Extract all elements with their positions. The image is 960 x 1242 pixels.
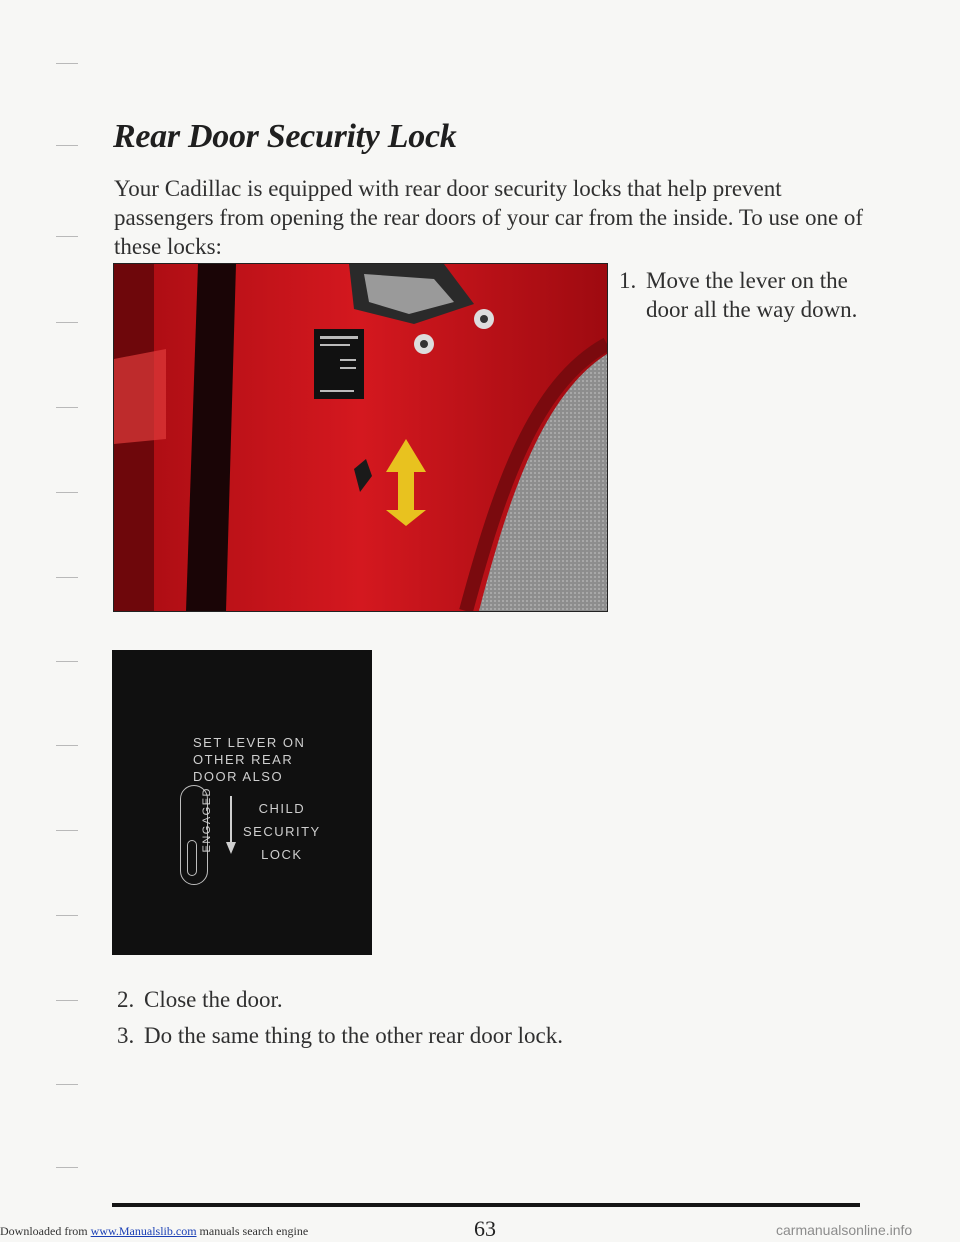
step-number: 2. xyxy=(117,987,135,1012)
margin-tick xyxy=(56,830,78,831)
label-instruction: SET LEVER ON OTHER REAR DOOR ALSO xyxy=(193,735,306,784)
lever-slot-inner xyxy=(187,840,197,876)
margin-tick xyxy=(56,1167,78,1168)
step-3 xyxy=(117,1021,817,1050)
margin-tick xyxy=(56,577,78,578)
intro-paragraph: Your Cadillac is equipped with rear door security locks that help prevent passengers from opening the rear doors of your car from the inside. To use one of these locks: xyxy=(114,176,864,259)
down-arrow-icon xyxy=(225,796,237,856)
margin-tick xyxy=(56,492,78,493)
step-number: 1. xyxy=(619,268,637,293)
footer-rule xyxy=(112,1203,860,1207)
margin-tick xyxy=(56,1000,78,1001)
watermark: carmanualsonline.info xyxy=(776,1222,913,1238)
step-1 xyxy=(619,266,879,324)
margin-tick xyxy=(56,661,78,662)
step-text: Do the same thing to the other rear door lock. xyxy=(144,1023,563,1048)
margin-tick xyxy=(56,407,78,408)
door-lever-photo xyxy=(113,263,608,612)
download-credit: Downloaded from www.Manualslib.com manuals search engine xyxy=(0,1224,309,1238)
margin-tick xyxy=(56,63,78,64)
margin-tick xyxy=(56,145,78,146)
margin-tick xyxy=(56,1084,78,1085)
margin-tick xyxy=(56,745,78,746)
step-2 xyxy=(117,985,817,1014)
step-text: Close the door. xyxy=(144,987,283,1012)
child-lock-label-photo xyxy=(112,650,372,955)
margin-tick xyxy=(56,322,78,323)
step-number: 3. xyxy=(117,1023,135,1048)
child-security-lock-label: CHILD SECURITY LOCK xyxy=(243,801,321,862)
manualslib-link[interactable]: www.Manualslib.com xyxy=(90,1224,197,1238)
page-title: Rear Door Security Lock xyxy=(113,118,457,155)
page-number: 63 xyxy=(474,1216,496,1241)
margin-tick xyxy=(56,236,78,237)
step-text: Move the lever on the door all the way down. xyxy=(646,268,858,322)
engaged-label: ENGAGED xyxy=(201,787,213,853)
margin-tick xyxy=(56,915,78,916)
